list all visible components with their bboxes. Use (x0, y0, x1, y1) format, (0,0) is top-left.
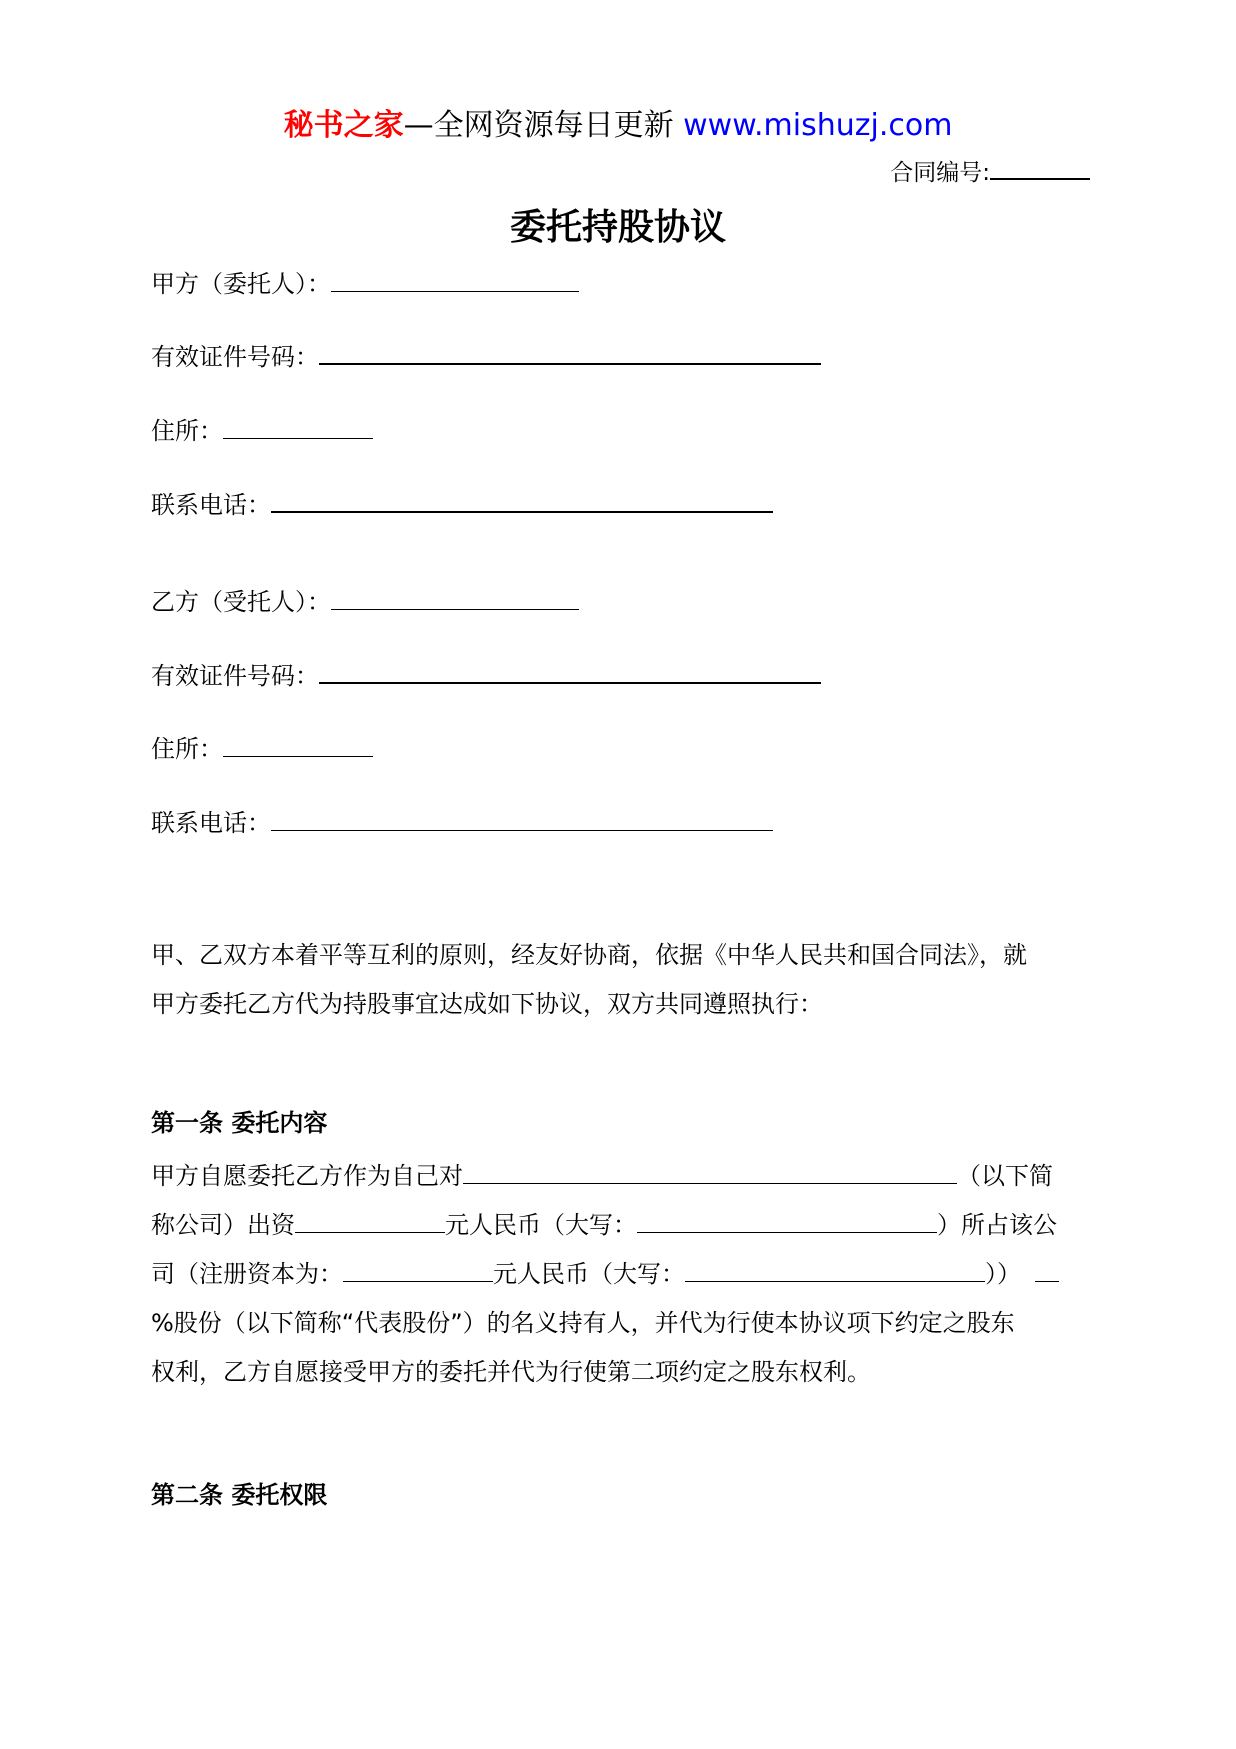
party-b-phone-label: 联系电话： (151, 809, 271, 837)
company-name-blank (463, 1157, 957, 1184)
party-b-name-label: 乙方（受托人）： (151, 588, 331, 616)
contract-number (890, 152, 1090, 190)
article-1-text: 司（注册资本为： (151, 1260, 343, 1288)
article-1-text: 元人民币（大写： (493, 1260, 685, 1288)
party-a-id-blank (319, 339, 821, 365)
article-1-line: 权利，乙方自愿接受甲方的委托并代为行使第二项约定之股东权利。 (151, 1358, 871, 1386)
party-b-id-field (151, 658, 821, 694)
article-1-text: 甲方自愿委托乙方作为自己对 (151, 1162, 463, 1190)
site-banner (0, 104, 1236, 148)
document-title: 委托持股协议 (509, 207, 726, 248)
party-b-phone-blank (271, 806, 773, 831)
article-1-text: ）） (985, 1260, 1021, 1288)
contract-number-label: 合同编号: (890, 160, 990, 186)
article-1-text: （以下简 (957, 1162, 1053, 1190)
article-1-body (151, 1152, 1086, 1397)
party-a-address-label: 住所： (151, 417, 223, 445)
party-b-address-label: 住所： (151, 735, 223, 763)
preamble-line: 甲、乙双方本着平等互利的原则，经友好协商，依据《中华人民共和国合同法》，就 (151, 941, 1027, 969)
registered-capital-blank (343, 1255, 493, 1282)
party-a-phone-field (151, 487, 773, 523)
article-1-line (151, 1152, 1086, 1201)
article-1-line: %股份（以下简称“代表股份”）的名义持有人，并代为行使本协议项下约定之股东 (151, 1309, 1015, 1337)
site-url-link[interactable]: www.mishuzj.com (683, 108, 953, 143)
article-2-heading: 第二条 委托权限 (151, 1481, 328, 1509)
preamble-line: 甲方委托乙方代为持股事宜达成如下协议，双方共同遵照执行： (151, 990, 823, 1018)
registered-capital-words-blank (685, 1255, 985, 1282)
party-a-phone-blank (271, 487, 773, 513)
party-a-id-label: 有效证件号码： (151, 343, 319, 371)
party-a-name-field (151, 266, 579, 302)
article-1-text: ）所占该公 (937, 1211, 1057, 1239)
party-a-name-label: 甲方（委托人）： (151, 270, 331, 298)
party-a-name-blank (331, 267, 579, 292)
article-1-heading: 第一条 委托内容 (151, 1109, 328, 1137)
article-1-text: 元人民币（大写： (445, 1211, 637, 1239)
party-b-name-field (151, 584, 579, 620)
party-b-name-blank (331, 585, 579, 610)
party-b-address-field (151, 731, 373, 767)
party-a-phone-label: 联系电话： (151, 491, 271, 519)
article-1-line (151, 1250, 1086, 1299)
investment-amount-words-blank (637, 1206, 937, 1233)
share-percent-blank (1035, 1255, 1059, 1282)
party-a-address-field (151, 413, 373, 449)
article-1-line (151, 1201, 1086, 1250)
preamble-paragraph (151, 931, 1086, 1029)
party-b-phone-field (151, 805, 773, 841)
party-a-id-field (151, 339, 821, 375)
investment-amount-blank (295, 1206, 445, 1233)
contract-number-blank (990, 152, 1090, 180)
party-a-address-blank (223, 414, 373, 439)
article-1-text: 称公司）出资 (151, 1211, 295, 1239)
party-b-id-blank (319, 658, 821, 684)
party-b-address-blank (223, 732, 373, 757)
brand-name: 秘书之家 (283, 108, 404, 143)
party-b-id-label: 有效证件号码： (151, 662, 319, 690)
banner-tagline: —全网资源每日更新 (403, 108, 684, 143)
